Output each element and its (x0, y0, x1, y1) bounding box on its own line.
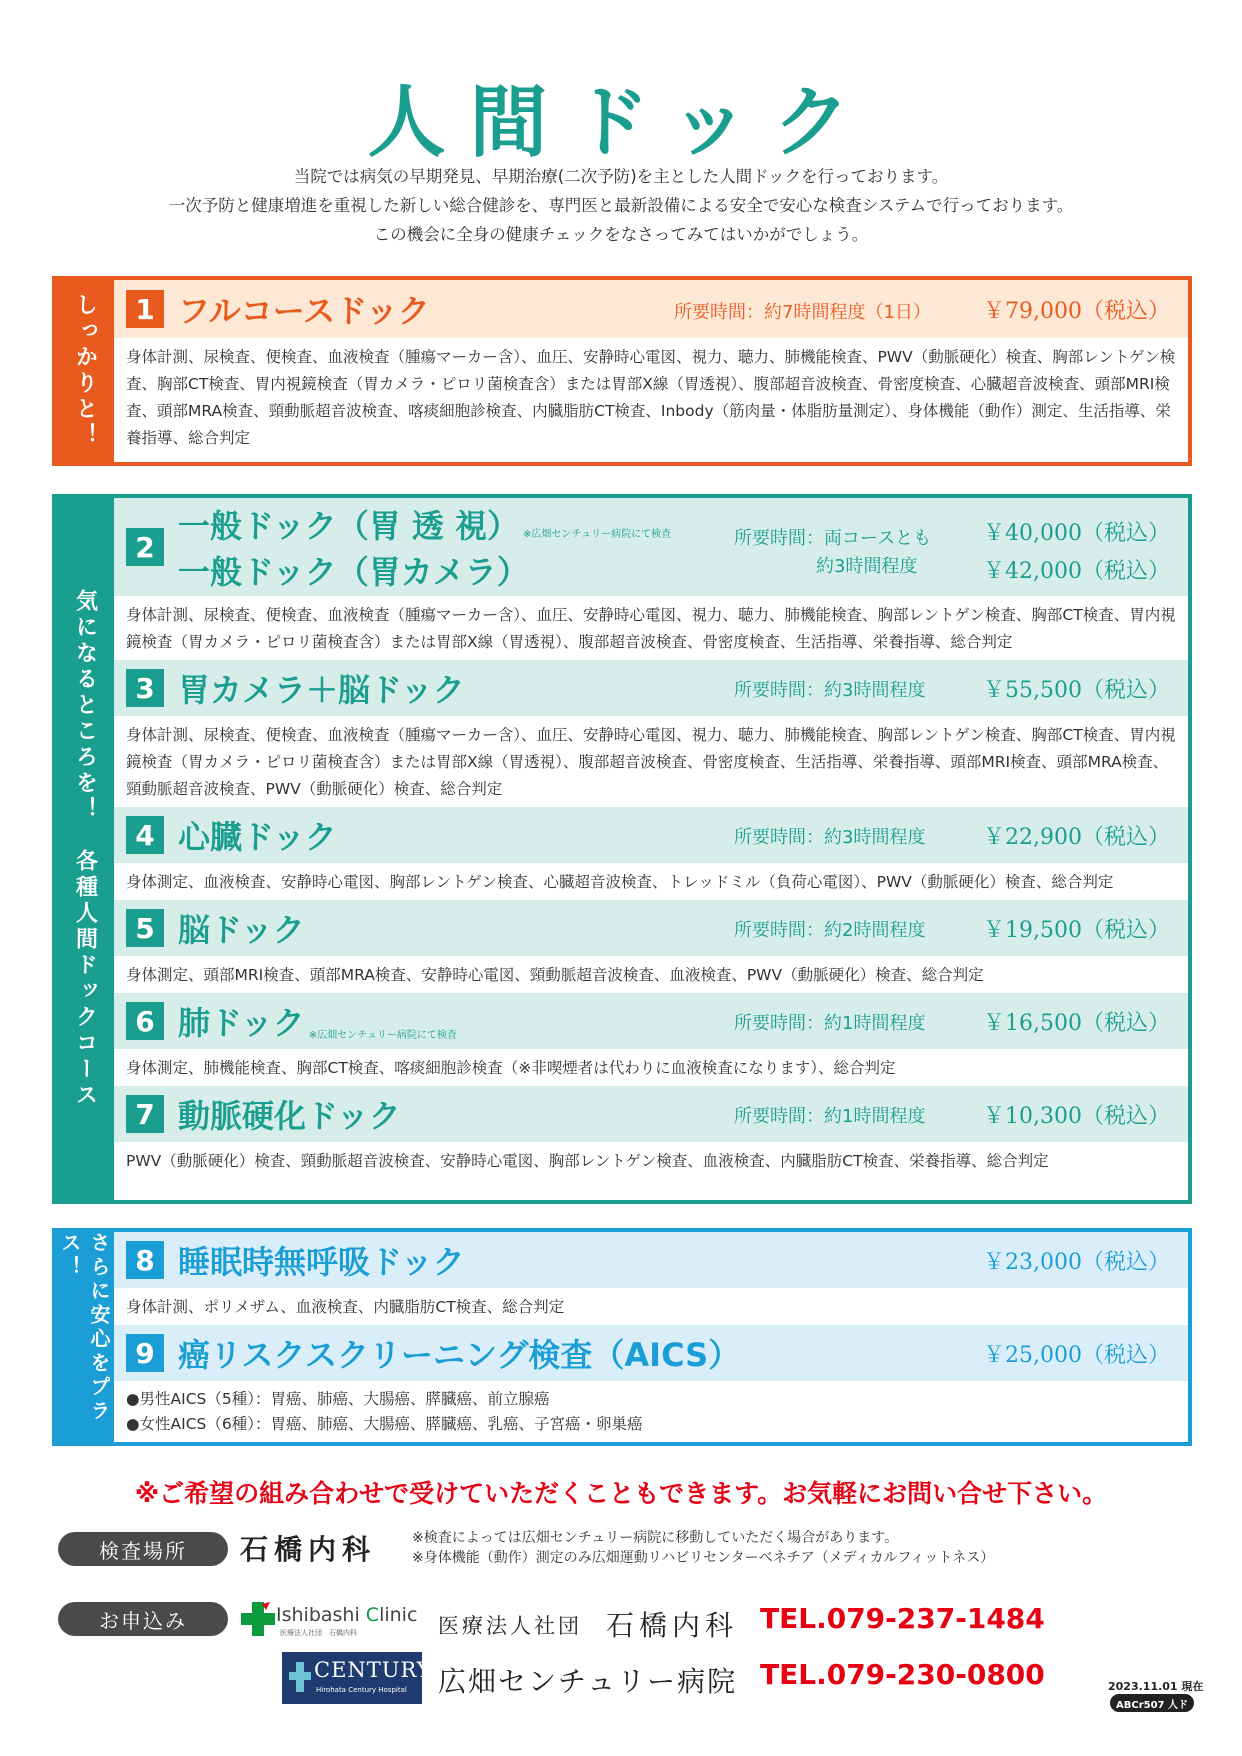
clinic-phone: TEL.079-237-1484 (760, 1602, 1045, 1635)
combination-note: ※ご希望の組み合わせで受けていただくこともできます。お気軽にお問い合せ下さい。 (134, 1479, 1108, 1508)
course-time: 所要時間：両コースとも (734, 528, 932, 549)
section-label: 気になるところを！ 各種人間ドックコース (56, 498, 114, 1200)
course-number: 8 (126, 1241, 164, 1279)
logo-sub: 医療法人社団 石橋内科 (280, 1629, 357, 1637)
section-label: さらに安心をプラス！ (56, 1232, 114, 1442)
course-number: 3 (126, 669, 164, 707)
course-header (114, 498, 1188, 596)
logo-sub: Hirohata Century Hospital (316, 1686, 407, 1694)
logo-word: CENTURY (314, 1658, 432, 1682)
course-description: 身体計測、尿検査、便検査、血液検査（腫瘍マーカー含）、血圧、安静時心電図、視力、聴力、肺機能検査、胸部レントゲン検査、胸部CT検査、胃内視鏡検査（胃カメラ・ピロリ菌検査含）または胃部X線（胃透視）、腹部超音波検査、骨密度検査、生活指導、栄養指導、頭部MRI検査、頭部MRA検査、頸動脈超音波検査、PWV（動脈硬化）検査、総合判定 (126, 726, 1176, 798)
course-price-alt: ￥42,000（税込） (983, 559, 1170, 584)
course-name-group (178, 501, 671, 593)
course-name: 一般ドック（胃 透 視） (178, 507, 520, 545)
course-name: 癌リスクスクリーニング検査（AICS） (178, 1336, 741, 1374)
ishibashi-clinic-logo (240, 1600, 426, 1642)
course-header (114, 280, 1188, 338)
course-number: 5 (126, 909, 164, 947)
section-extra-options (52, 1228, 1192, 1446)
course-name: 心臓ドック (178, 818, 337, 856)
page-title: 人間ドック (367, 77, 875, 168)
course-number: 2 (126, 528, 164, 566)
location-note: ※検査によっては広畑センチュリー病院に移動していただく場合があります。 (412, 1530, 899, 1546)
location-clinic: 石橋内科 (240, 1533, 377, 1566)
apply-label: お申込み (58, 1602, 228, 1636)
location-label: 検査場所 (58, 1532, 228, 1566)
logo-text-a: Ishibashi (276, 1604, 366, 1626)
course-description: 身体測定、血液検査、安静時心電図、胸部レントゲン検査、心臓超音波検査、トレッドミル（負荷心電図）、PWV（動脈硬化）検査、総合判定 (126, 873, 1114, 891)
hospital-name: 広畑センチュリー病院 (438, 1665, 738, 1698)
org-name: 石橋内科 (606, 1609, 739, 1642)
course-name: 胃カメラ＋脳ドック (178, 671, 465, 709)
org-prefix: 医療法人社団 (438, 1614, 582, 1638)
course-number: 1 (126, 290, 164, 328)
century-mark-icon (288, 1660, 312, 1694)
course-name: 動脈硬化ドック (178, 1097, 401, 1135)
course-name-alt: 一般ドック（胃カメラ） (178, 553, 529, 591)
course-description: PWV（動脈硬化）検査、頸動脈超音波検査、安静時心電図、胸部レントゲン検査、血液検査、内臓脂肪CT検査、栄養指導、総合判定 (126, 1152, 1049, 1170)
section-full-course (52, 276, 1192, 466)
as-of-date: 2023.11.01 現在 (1108, 1680, 1204, 1693)
location-notes (412, 1528, 994, 1568)
course-name: 脳ドック (178, 911, 305, 949)
course-description: 身体計測、ポリメザム、血液検査、内臓脂肪CT検査、総合判定 (126, 1298, 565, 1316)
aics-male: ●男性AICS（5種）：胃癌、肺癌、大腸癌、膵臓癌、前立腺癌 (126, 1390, 550, 1408)
course-price: ￥79,000（税込） (983, 299, 1170, 324)
course-name: 肺ドック (178, 1004, 305, 1042)
intro-line: この機会に全身の健康チェックをなさってみてはいかがでしょう。 (373, 225, 869, 244)
course-number: 4 (126, 816, 164, 854)
course-price: ￥40,000（税込） (983, 521, 1170, 546)
course-number: 9 (126, 1334, 164, 1372)
course-note: ※広畑センチュリー病院にて検査 (308, 1029, 457, 1041)
aics-female: ●女性AICS（6種）：胃癌、肺癌、大腸癌、膵臓癌、乳癌、子宮癌・卵巣癌 (126, 1415, 643, 1433)
section-various-courses (52, 494, 1192, 1204)
location-note: ※身体機能（動作）測定のみ広畑運動リハビリセンターベネチア（メディカルフィットネス） (412, 1550, 995, 1566)
course-description: 身体計測、尿検査、便検査、血液検査（腫瘍マーカー含）、血圧、安静時心電図、視力、聴力、肺機能検査、PWV（動脈硬化）検査、胸部レントゲン検査、胸部CT検査、胃内視鏡検査（胃カメラ・ピロリ菌検査含）または胃部X線（胃透視）、腹部超音波検査、骨密度検査、心臓超音波検査、頭部MRI検査、頭部MRA検査、頸動脈超音波検査、喀痰細胞診検査、内臓脂肪CT検査、Inbody（筋肉量・体脂肪量測定）、身体機能（動作）測定、生活指導、栄養指導、総合判定 (126, 348, 1176, 447)
intro-text (0, 162, 1242, 249)
course-price: ￥10,300（税込） (983, 1104, 1170, 1129)
course-time: 所要時間：約7時間程度（1日） (674, 302, 931, 323)
hospital-phone: TEL.079-230-0800 (760, 1658, 1045, 1691)
course-description (114, 1381, 1188, 1441)
logo-text-b: C (365, 1604, 380, 1626)
document-code: ABCr507 人ド (1110, 1694, 1194, 1712)
intro-line: 一次予防と健康増進を重視した新しい総合健診を、専門医と最新設備による安全で安心な検査システムで行っております。 (168, 196, 1074, 215)
course-time: 所要時間：約2時間程度 (734, 920, 926, 941)
course-header (114, 807, 1188, 863)
course-description: 身体計測、尿検査、便検査、血液検査（腫瘍マーカー含）、血圧、安静時心電図、視力、聴力、肺機能検査、胸部レントゲン検査、胸部CT検査、胃内視鏡検査（胃カメラ・ピロリ菌検査含）または胃部X線（胃透視）、腹部超音波検査、骨密度検査、生活指導、栄養指導、総合判定 (126, 606, 1176, 651)
section-label: しっかりと！ (56, 280, 114, 462)
course-description: 身体測定、肺機能検査、胸部CT検査、喀痰細胞診検査（※非喫煙者は代わりに血液検査になります）、総合判定 (126, 1059, 896, 1077)
course-name: 睡眠時無呼吸ドック (178, 1243, 465, 1281)
course-price: ￥22,900（税込） (983, 825, 1170, 850)
course-time: 所要時間：約3時間程度 (734, 680, 926, 701)
course-description: 身体測定、頭部MRI検査、頭部MRA検査、安静時心電図、頸動脈超音波検査、血液検査、PWV（動脈硬化）検査、総合判定 (126, 966, 984, 984)
course-price: ￥55,500（税込） (983, 678, 1170, 703)
course-time-line2: 約3時間程度 (816, 556, 918, 577)
course-header (114, 1325, 1188, 1381)
course-note: ※広畑センチュリー病院にて検査 (523, 529, 672, 540)
course-price: ￥25,000（税込） (983, 1343, 1170, 1368)
course-price: ￥23,000（税込） (983, 1250, 1170, 1275)
course-number: 7 (126, 1095, 164, 1133)
course-time: 所要時間：約3時間程度 (734, 827, 926, 848)
course-header (114, 1232, 1188, 1288)
green-cross-icon (240, 1600, 276, 1638)
course-header (114, 900, 1188, 956)
course-price: ￥16,500（税込） (983, 1011, 1170, 1036)
course-header (114, 660, 1188, 716)
course-time: 所要時間：約1時間程度 (734, 1013, 926, 1034)
course-header (114, 993, 1188, 1049)
century-hospital-logo (282, 1652, 432, 1704)
course-time: 所要時間：約1時間程度 (734, 1106, 926, 1127)
intro-line: 当院では病気の早期発見、早期治療(二次予防)を主とした人間ドックを行っております。 (293, 167, 949, 186)
course-price: ￥19,500（税込） (983, 918, 1170, 943)
course-header (114, 1086, 1188, 1142)
course-name: フルコースドック (178, 292, 430, 330)
course-number: 6 (126, 1002, 164, 1040)
logo-text-c: linic (379, 1604, 418, 1626)
